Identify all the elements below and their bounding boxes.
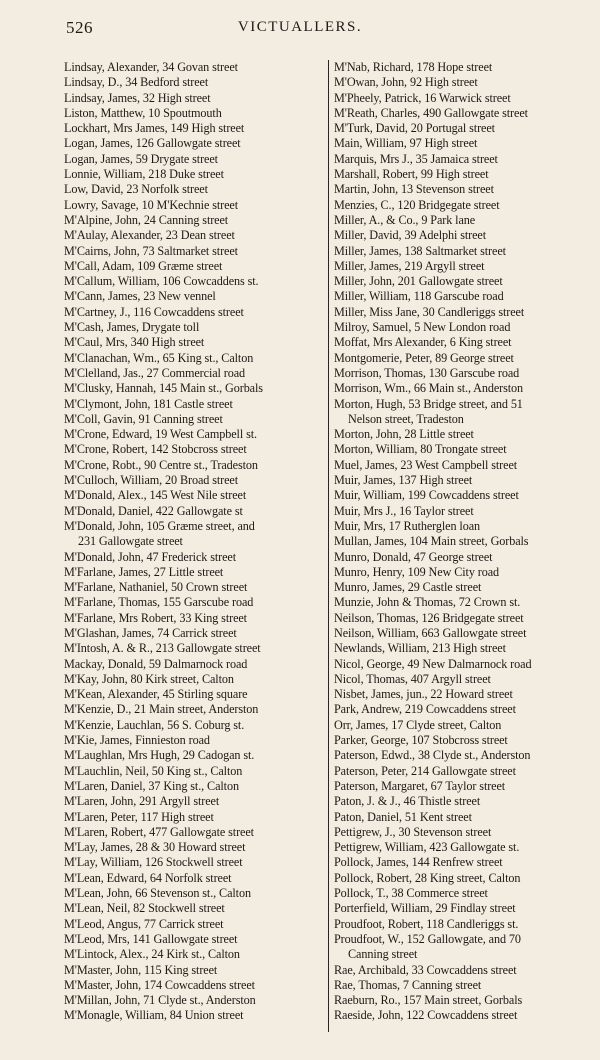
directory-entry: M'Clusky, Hannah, 145 Main st., Gorbals [64,381,263,396]
directory-entry: Neilson, Thomas, 126 Bridgegate street [334,610,524,625]
directory-entry: Paton, Daniel, 51 Kent street [334,809,472,824]
directory-entry: Moffat, Mrs Alexander, 6 King street [334,335,512,350]
directory-entry: Proudfoot, Robert, 118 Candleriggs st. [334,916,519,931]
directory-entry: M'Pheely, Patrick, 16 Warwick street [334,90,511,105]
directory-entry: Pettigrew, J., 30 Stevenson street [334,824,492,839]
directory-entry: M'Kean, Alexander, 45 Stirling square [64,687,248,702]
directory-entry: Muir, James, 137 High street [334,473,473,488]
directory-entry: M'Laren, Robert, 477 Gallowgate street [64,824,254,839]
directory-entry: Mackay, Donald, 59 Dalmarnock road [64,656,248,671]
directory-entry: Logan, James, 126 Gallowgate street [64,136,241,151]
directory-entry: M'Aulay, Alexander, 23 Dean street [64,228,235,243]
directory-entry: Nicol, Thomas, 407 Argyll street [334,671,491,686]
directory-entry: Lonnie, William, 218 Duke street [64,167,224,182]
directory-entry: Menzies, C., 120 Bridgegate street [334,197,500,212]
entry-continuation: 231 Gallowgate street [78,534,183,549]
directory-entry: Nisbet, James, jun., 22 Howard street [334,687,513,702]
directory-entry: Morton, Hugh, 53 Bridge street, and 51 [334,396,523,411]
directory-entry: M'Farlane, Mrs Robert, 33 King street [64,610,247,625]
directory-entry: M'Master, John, 174 Cowcaddens street [64,977,255,992]
directory-entry: Raeburn, Ro., 157 Main street, Gorbals [334,993,523,1008]
directory-entry: Orr, James, 17 Clyde street, Calton [334,717,502,732]
directory-entry: Muir, Mrs J., 16 Taylor street [334,503,474,518]
directory-entry: Rae, Archibald, 33 Cowcaddens street [334,962,517,977]
directory-entry: M'Lauchlin, Neil, 50 King st., Calton [64,763,243,778]
directory-entry: Parker, George, 107 Stobcross street [334,733,508,748]
directory-entry: Newlands, William, 213 High street [334,641,506,656]
directory-entry: Paterson, Edwd., 38 Clyde st., Anderston [334,748,531,763]
directory-entry: M'Nab, Richard, 178 Hope street [334,60,493,74]
page-header [0,14,600,38]
directory-entry: Miller, James, 138 Saltmarket street [334,243,506,258]
directory-entry: M'Kie, James, Finnieston road [64,733,210,748]
page-number: 526 [66,18,93,37]
directory-entry: Paterson, Margaret, 67 Taylor street [334,778,506,793]
directory-entry: Park, Andrew, 219 Cowcaddens street [334,702,516,717]
directory-entry: Munro, Donald, 47 George street [334,549,493,564]
directory-entry: M'Kenzie, Lauchlan, 56 S. Coburg st. [64,717,245,732]
directory-entry: Munro, Henry, 109 New City road [334,564,500,579]
directory-entry: Morton, William, 80 Trongate street [334,442,507,457]
directory-entry: Paterson, Peter, 214 Gallowgate street [334,763,516,778]
directory-entry: Porterfield, William, 29 Findlay street [334,901,516,916]
directory-entry: M'Crone, Robt., 90 Centre st., Tradeston [64,457,258,472]
directory-entry: M'Donald, John, 105 Græme street, and [64,518,255,533]
entry-continuation: Nelson street, Tradeston [348,411,464,426]
directory-entry: Nicol, George, 49 New Dalmarnock road [334,656,532,671]
directory-entry: M'Laren, Daniel, 37 King st., Calton [64,778,239,793]
directory-entry: M'Alpine, John, 24 Canning street [64,212,229,227]
directory-entry: M'Turk, David, 20 Portugal street [334,121,495,136]
directory-entry: Marshall, Robert, 99 High street [334,167,489,182]
directory-entry: M'Reath, Charles, 490 Gallowgate street [334,105,528,120]
directory-entry: M'Clanachan, Wm., 65 King st., Calton [64,350,254,365]
directory-entry: M'Culloch, William, 20 Broad street [64,473,238,488]
directory-entry: Miller, A., & Co., 9 Park lane [334,212,476,227]
directory-entry: Miller, John, 201 Gallowgate street [334,274,503,289]
directory-entry: M'Lay, James, 28 & 30 Howard street [64,840,246,855]
directory-entry: M'Caul, Mrs, 340 High street [64,335,205,350]
directory-entry: M'Lean, Edward, 64 Norfolk street [64,870,232,885]
directory-entry: M'Coll, Gavin, 91 Canning street [64,411,223,426]
directory-entry: Lowry, Savage, 10 M'Kechnie street [64,197,238,212]
directory-entry: M'Lintock, Alex., 24 Kirk st., Calton [64,947,240,962]
directory-entry: Miller, David, 39 Adelphi street [334,228,487,243]
directory-entry: M'Lay, William, 126 Stockwell street [64,855,243,870]
directory-entry: Miller, Miss Jane, 30 Candleriggs street [334,304,525,319]
running-title: VICTUALLERS. [237,19,363,35]
directory-entry: Martin, John, 13 Stevenson street [334,182,494,197]
directory-entry: Munro, James, 29 Castle street [334,580,482,595]
directory-entry: M'Cartney, J., 116 Cowcaddens street [64,304,244,319]
directory-entry: M'Glashan, James, 74 Carrick street [64,625,237,640]
directory-entry: M'Farlane, James, 27 Little street [64,564,224,579]
directory-entry: M'Cann, James, 23 New vennel [64,289,216,304]
directory-entry: M'Farlane, Nathaniel, 50 Crown street [64,580,248,595]
directory-entry: M'Callum, William, 106 Cowcaddens st. [64,274,259,289]
entry-continuation: Canning street [348,947,418,962]
left-column [64,60,326,1024]
directory-entry: Liston, Matthew, 10 Spoutmouth [64,105,222,120]
directory-entry: Pollock, T., 38 Commerce street [334,886,488,901]
directory-entry: M'Laughlan, Mrs Hugh, 29 Cadogan st. [64,748,255,763]
directory-entry: Marquis, Mrs J., 35 Jamaica street [334,151,498,166]
directory-entry: Logan, James, 59 Drygate street [64,151,218,166]
directory-entry: M'Donald, Alex., 145 West Nile street [64,488,247,503]
directory-entry: Pettigrew, William, 423 Gallowgate st. [334,840,520,855]
directory-entry: M'Owan, John, 92 High street [334,75,478,90]
directory-entry: M'Kenzie, D., 21 Main street, Anderston [64,702,259,717]
directory-entry: Lindsay, James, 32 High street [64,90,211,105]
right-column [334,60,594,1024]
directory-entry: M'Laren, Peter, 117 High street [64,809,214,824]
directory-entry: Munzie, John & Thomas, 72 Crown st. [334,595,521,610]
directory-entry: M'Master, John, 115 King street [64,962,218,977]
directory-entry: M'Donald, Daniel, 422 Gallowgate st [64,503,243,518]
directory-entry: M'Call, Adam, 109 Græme street [64,258,223,273]
directory-entry: Morrison, Wm., 66 Main st., Anderston [334,381,524,396]
directory-entry: Muel, James, 23 West Campbell street [334,457,518,472]
directory-entry: Paton, J. & J., 46 Thistle street [334,794,481,809]
directory-entry: M'Clelland, Jas., 27 Commercial road [64,365,246,380]
directory-entry: M'Cairns, John, 73 Saltmarket street [64,243,238,258]
directory-entry: Proudfoot, W., 152 Gallowgate, and 70 [334,931,521,946]
directory-entry: Main, William, 97 High street [334,136,478,151]
directory-entry: Miller, James, 219 Argyll street [334,258,485,273]
directory-entry: M'Monagle, William, 84 Union street [64,1008,244,1023]
directory-entry: Morrison, Thomas, 130 Garscube road [334,365,520,380]
directory-entry: Muir, William, 199 Cowcaddens street [334,488,519,503]
directory-entry: Lindsay, D., 34 Bedford street [64,75,209,90]
directory-entry: Milroy, Samuel, 5 New London road [334,320,511,335]
directory-entry: Rae, Thomas, 7 Canning street [334,977,482,992]
directory-entry: M'Leod, Mrs, 141 Gallowgate street [64,931,238,946]
directory-entry: M'Donald, John, 47 Frederick street [64,549,236,564]
directory-entry: Mullan, James, 104 Main street, Gorbals [334,534,529,549]
directory-entry: Neilson, William, 663 Gallowgate street [334,625,527,640]
directory-entry: M'Kay, John, 80 Kirk street, Calton [64,671,234,686]
directory-entry: M'Lean, John, 66 Stevenson st., Calton [64,886,251,901]
directory-entry: Lindsay, Alexander, 34 Govan street [64,60,238,74]
directory-entry: M'Intosh, A. & R., 213 Gallowgate street [64,641,261,656]
directory-entry: M'Laren, John, 291 Argyll street [64,794,220,809]
directory-entry: Pollock, James, 144 Renfrew street [334,855,503,870]
directory-entry: Low, David, 23 Norfolk street [64,182,208,197]
column-divider [328,60,329,1032]
directory-entry: Muir, Mrs, 17 Rutherglen loan [334,518,481,533]
directory-entry: Lockhart, Mrs James, 149 High street [64,121,245,136]
directory-entry: M'Millan, John, 71 Clyde st., Anderston [64,993,256,1008]
directory-entry: M'Cash, James, Drygate toll [64,320,200,335]
directory-entry: M'Leod, Angus, 77 Carrick street [64,916,224,931]
directory-entry: Raeside, John, 122 Cowcaddens street [334,1008,518,1023]
directory-entry: M'Farlane, Thomas, 155 Garscube road [64,595,254,610]
directory-entry: Miller, William, 118 Garscube road [334,289,504,304]
directory-entry: M'Clymont, John, 181 Castle street [64,396,233,411]
directory-entry: M'Crone, Edward, 19 West Campbell st. [64,427,257,442]
directory-entry: Morton, John, 28 Little street [334,427,474,442]
directory-entry: M'Crone, Robert, 142 Stobcross street [64,442,247,457]
directory-entry: M'Lean, Neil, 82 Stockwell street [64,901,225,916]
directory-entry: Pollock, Robert, 28 King street, Calton [334,870,521,885]
directory-entry: Montgomerie, Peter, 89 George street [334,350,514,365]
